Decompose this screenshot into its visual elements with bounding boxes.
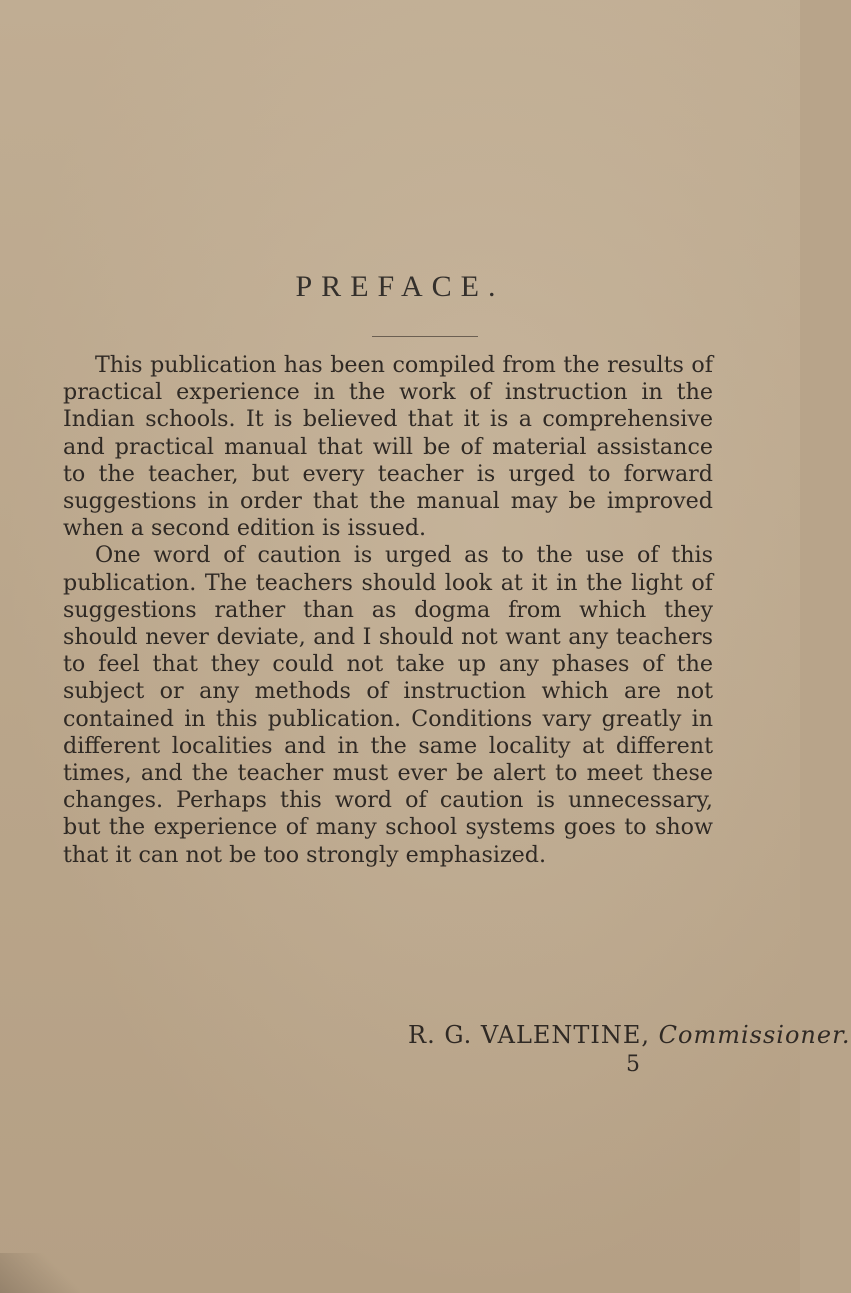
paragraph-2: One word of caution is urged as to the use of this publication. The teachers should look at it in the light of suggestions rather than as dogma from which they should never deviate, and I should not want any teachers to feel that they could not take up any phases of the subject or any methods of instruction which are not contained in this publication. Conditions vary greatly in different localities and in the same locality at different times, and the teacher must ever be alert to meet these changes. Perhaps this word of caution is unnecessary, but the experience of many school systems goes to show that it can not be too strongly emphasized. <box>63 542 713 868</box>
page-edge-shadow <box>0 1253 80 1293</box>
preface-body <box>63 352 713 869</box>
signature-role: Commissioner. <box>658 1021 851 1049</box>
signature <box>408 1021 851 1049</box>
page-number: 5 <box>626 1052 640 1077</box>
signature-name: R. G. VALENTINE, <box>408 1021 651 1049</box>
page-title: PREFACE. <box>295 270 505 303</box>
paragraph-1: This publication has been compiled from the results of practical experience in the work of instruction in the Indian schools. It is believed that it is a comprehensive and practical manual that will be of material assistance to the teacher, but every teacher is urged to forward suggestions in order that the manual may be improved when a second edition is issued. <box>63 352 713 542</box>
title-rule <box>372 336 478 337</box>
